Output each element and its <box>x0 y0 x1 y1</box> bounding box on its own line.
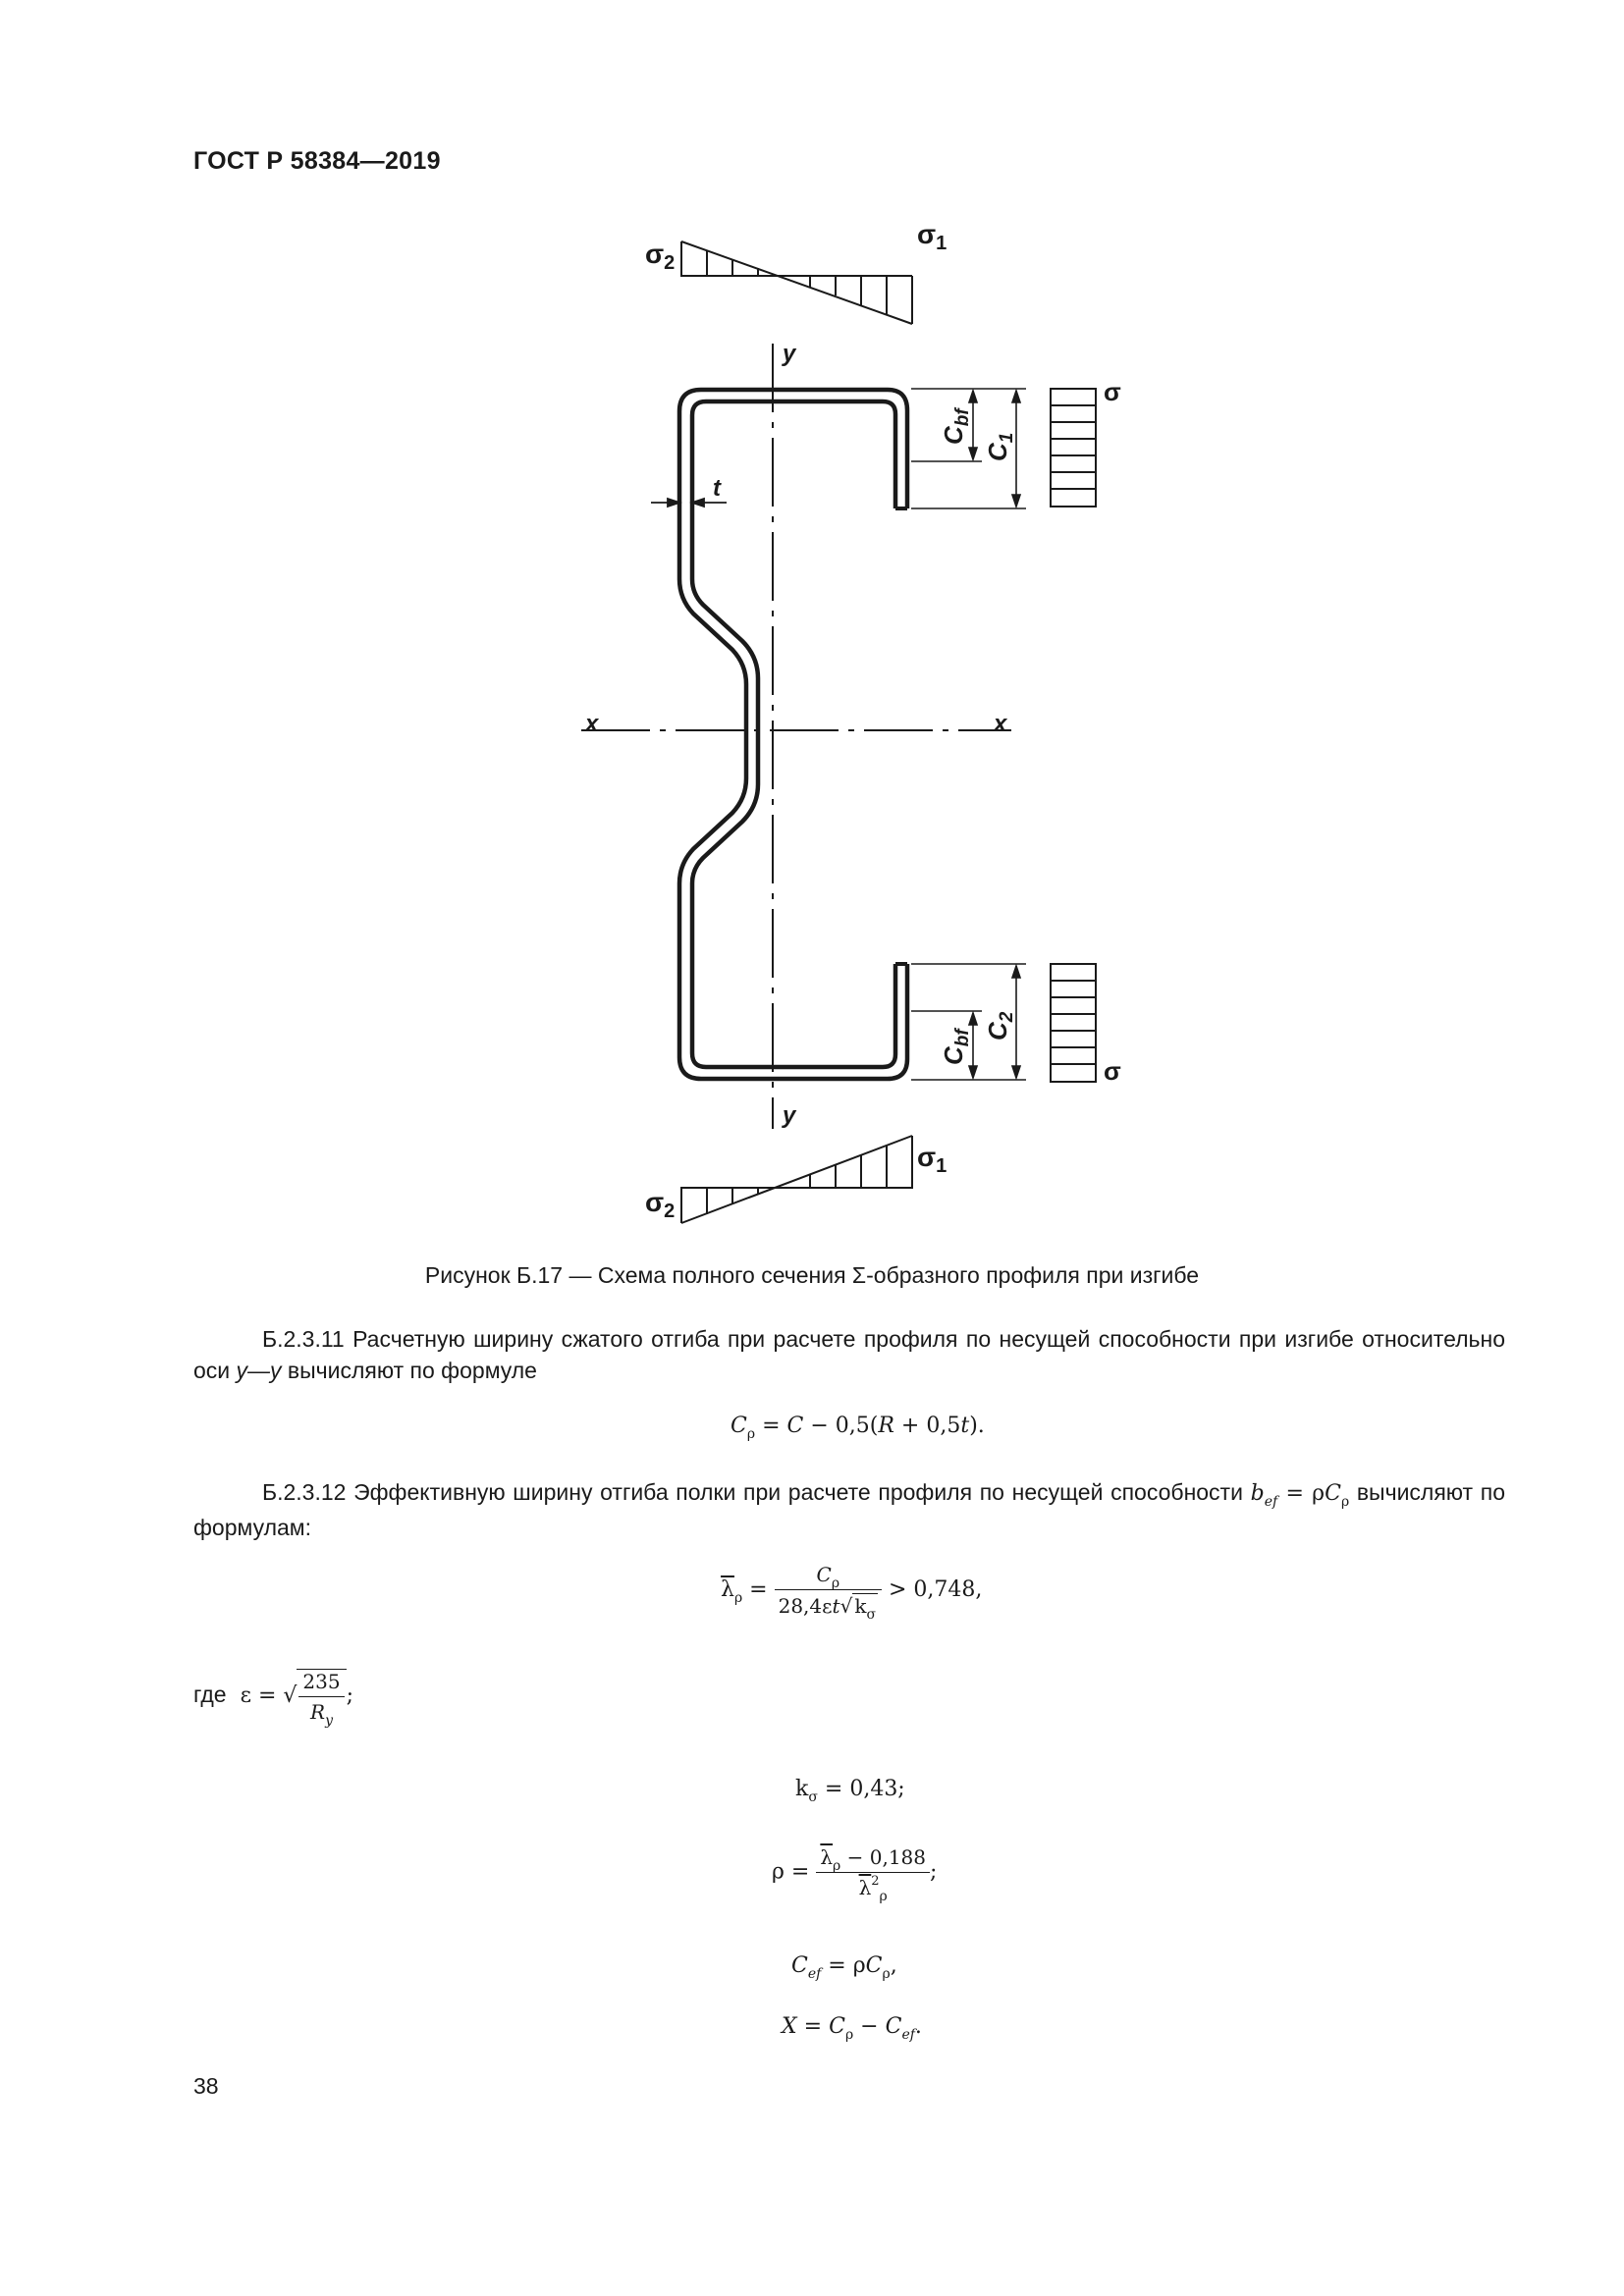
formula-rho: ρ = $\frac{\overline{\lambda}_\rho - 0,188}{\overline{\lambda}^2_\rho}$ ; <box>772 1845 938 1904</box>
paragraph-b2311 <box>193 1323 1505 1386</box>
label-sigma1-top: $\sigma_1$ <box>917 219 947 254</box>
p2-text-a: Б.2.3.12 Эффективную ширину отгиба полки при расчете профиля по несущей способности <box>262 1479 1251 1505</box>
formula-lambda: $\overline{\lambda}_\rho$ = $\frac{C_\rho}{28,4\varepsilon t√ k_\sigma}$ > 0,748, <box>721 1563 983 1623</box>
label-axis-x-right: x <box>994 711 1007 737</box>
label-sigma-right-bottom: σ <box>1104 1056 1121 1086</box>
p1-axis: y—y <box>236 1358 282 1383</box>
label-axis-y-bottom: y <box>783 1102 796 1129</box>
label-c-bf-top: $C_{bf}$ <box>939 408 973 445</box>
stress-block-top <box>1051 389 1096 507</box>
label-thickness: t <box>713 475 721 502</box>
stress-diagram-top <box>681 241 912 324</box>
stress-block-bottom <box>1051 964 1096 1082</box>
label-sigma-right-top: σ <box>1104 377 1121 406</box>
p2-text-b: вычисляют по формулам: <box>193 1479 1505 1540</box>
formula-c-ef: $C_{ef} = \rho C_\rho$, <box>791 1953 897 1982</box>
figure-caption: Рисунок Б.17 — Схема полного сечения Σ-образного профиля при изгибе <box>424 1262 1200 1288</box>
label-c2: $C_2$ <box>983 1011 1017 1041</box>
formula-c-rho: $C_\rho = C - 0,5(R + 0,5t)$. <box>731 1414 985 1442</box>
label-axis-x-left: x <box>585 711 599 737</box>
formula-k-sigma: $k_\sigma = 0,43$; <box>795 1777 905 1805</box>
label-c-bf-bottom: $C_{bf}$ <box>939 1029 973 1065</box>
stress-diagram-bottom <box>681 1136 912 1223</box>
formula-x: $X = C_\rho - C_{ef}$. <box>782 2014 922 2043</box>
p1-text-a: Б.2.3.11 Расчетную ширину сжатого отгиба при расчете профиля по несущей способности при изгибе относительно оси <box>193 1326 1505 1383</box>
label-axis-y-top: y <box>783 341 796 367</box>
formula-b-ef: $b_{ef} = \rho C_\rho$ <box>1250 1481 1350 1510</box>
profile-inner <box>692 401 895 1067</box>
paragraph-b2312 <box>193 1476 1505 1543</box>
page-number: 38 <box>193 2073 219 2099</box>
p1-text-b: вычисляют по формуле <box>281 1358 537 1383</box>
label-sigma1-bottom: $\sigma_1$ <box>917 1142 947 1177</box>
document-header: ГОСТ Р 58384—2019 <box>193 147 441 175</box>
where-label: где <box>193 1682 227 1707</box>
label-sigma2-top: $\sigma_2$ <box>645 239 676 274</box>
formula-epsilon: где ε = √ $\frac{235}{R_y}$ ; <box>193 1670 354 1729</box>
label-c1: $C_1$ <box>983 432 1017 461</box>
label-sigma2-bottom: $\sigma_2$ <box>645 1187 676 1222</box>
